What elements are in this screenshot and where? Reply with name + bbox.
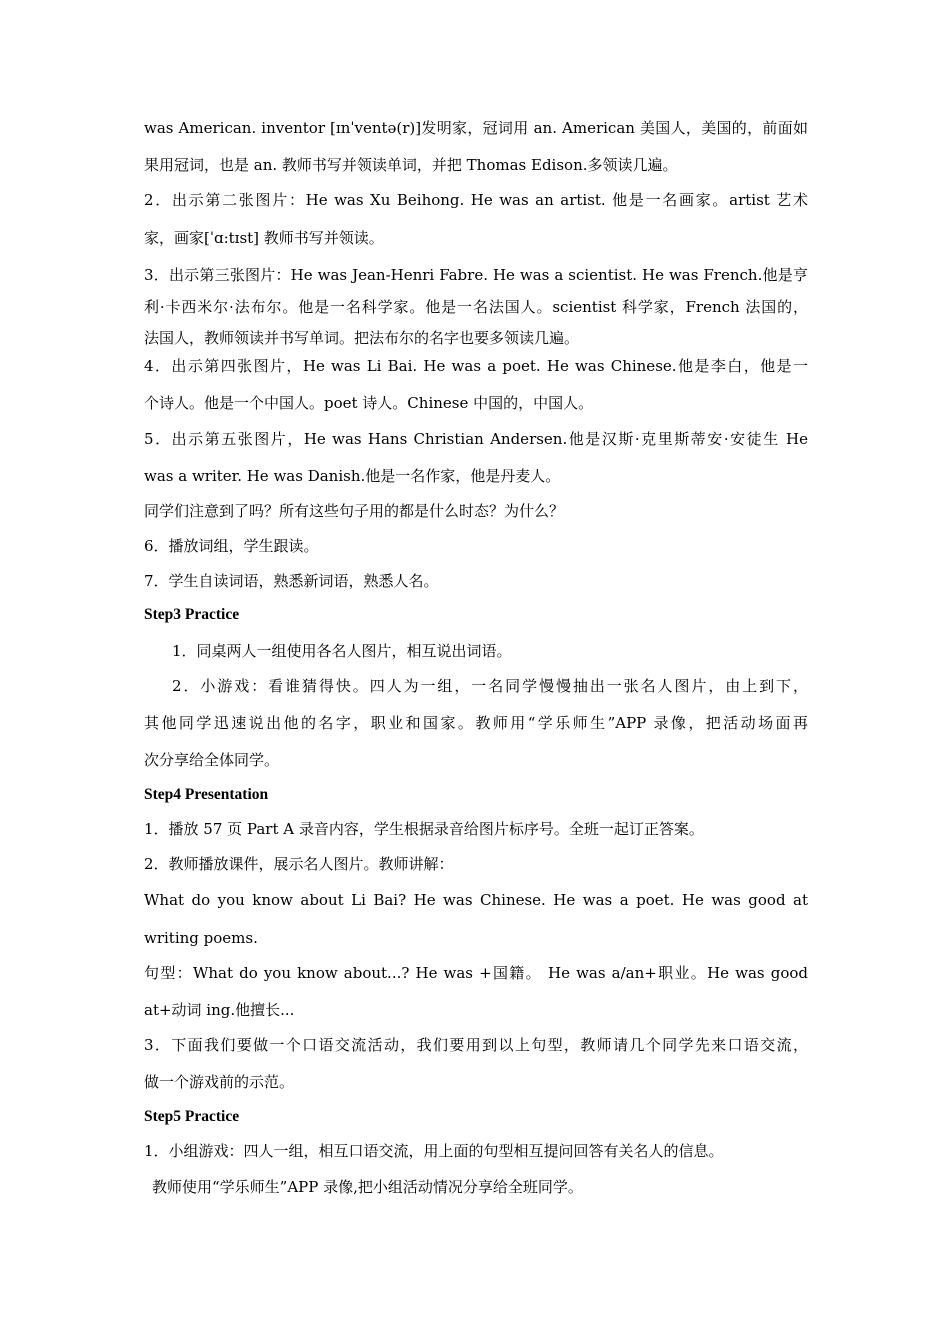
section-heading: Step4 Presentation: [144, 786, 269, 803]
text-line: 3．下面我们要做一个口语交流活动，我们要用到以上句型，教师请几个同学先来口语交流，: [144, 1036, 808, 1054]
text-line: 2．小游戏：看谁猜得快。四人为一组，一名同学慢慢抽出一张名人图片，由上到下，: [172, 677, 808, 695]
text-line: 果用冠词，也是 an. 教师书写并领读单词，并把 Thomas Edison.多领读几遍。: [144, 156, 678, 174]
text-line: 做一个游戏前的示范。: [144, 1073, 295, 1091]
section-heading: Step3 Practice: [144, 606, 240, 623]
text-line: 5．出示第五张图片，He was Hans Christian Andersen.他是汉斯·克里斯蒂安·安徒生 He: [144, 430, 808, 448]
text-line: 2．教师播放课件，展示名人图片。教师讲解：: [144, 855, 454, 873]
text-line: 句型：What do you know about...? He was +国籍。 He was a/an+职业。He was good: [144, 964, 808, 982]
text-line: 次分享给全体同学。: [144, 751, 280, 769]
text-line: 个诗人。他是一个中国人。poet 诗人。Chinese 中国的，中国人。: [144, 394, 594, 412]
text-line: 利·卡西米尔·法布尔。他是一名科学家。他是一名法国人。scientist 科学家，French 法国的，: [144, 298, 808, 316]
text-line: 2．出示第二张图片：He was Xu Beihong. He was an artist. 他是一名画家。artist 艺术: [144, 191, 808, 209]
text-line: was a writer. He was Danish.他是一名作家，他是丹麦人。: [144, 467, 561, 485]
text-line: 同学们注意到了吗？所有这些句子用的都是什么时态？为什么？: [144, 502, 565, 520]
text-line: What do you know about Li Bai? He was Chinese. He was a poet. He was good at: [144, 891, 808, 909]
text-line: 1．小组游戏：四人一组，相互口语交流，用上面的句型相互提问回答有关名人的信息。: [144, 1142, 724, 1160]
text-line: writing poems.: [144, 929, 258, 947]
text-line: was American. inventor [ɪnˈventə(r)]发明家，冠词用 an. American 美国人，美国的，前面如: [144, 119, 808, 137]
text-line: at+动词 ing.他擅长...: [144, 1001, 295, 1019]
text-line: 3．出示第三张图片：He was Jean-Henri Fabre. He was a scientist. He was French.他是亨: [144, 266, 808, 284]
text-line: 教师使用“学乐师生”APP 录像,把小组活动情况分享给全班同学。: [152, 1178, 583, 1196]
section-heading: Step5 Practice: [144, 1108, 240, 1125]
text-line: 1．同桌两人一组使用各名人图片，相互说出词语。: [172, 642, 512, 660]
text-line: 家，画家[ˈɑ:tɪst] 教师书写并领读。: [144, 229, 384, 247]
text-line: 其他同学迅速说出他的名字，职业和国家。教师用“学乐师生”APP 录像，把活动场面再: [144, 714, 808, 732]
text-line: 4．出示第四张图片，He was Li Bai. He was a poet. He was Chinese.他是李白，他是一: [144, 357, 808, 375]
text-line: 6．播放词组，学生跟读。: [144, 537, 319, 555]
text-line: 7．学生自读词语，熟悉新词语，熟悉人名。: [144, 572, 439, 590]
text-line: 法国人，教师领读并书写单词。把法布尔的名字也要多领读几遍。: [144, 329, 580, 347]
text-line: 1．播放 57 页 Part A 录音内容，学生根据录音给图片标序号。全班一起订正答案。: [144, 820, 704, 838]
